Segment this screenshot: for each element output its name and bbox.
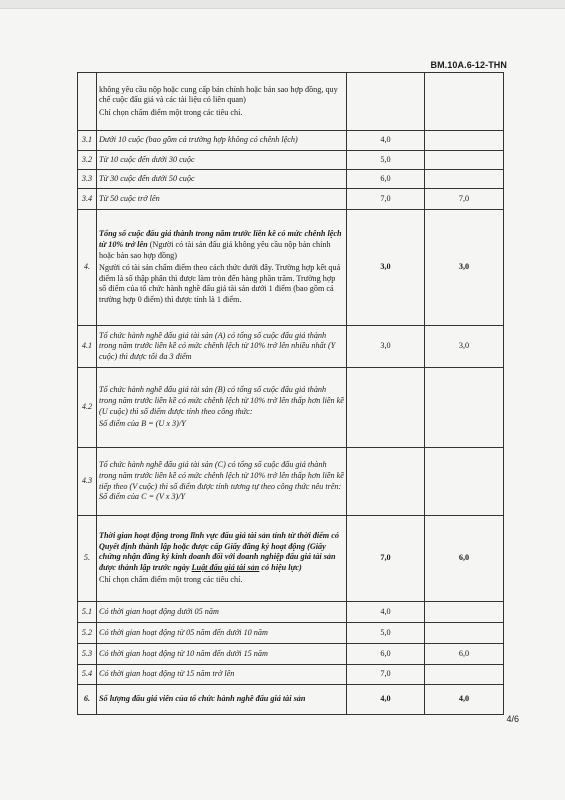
awarded-score bbox=[425, 665, 504, 685]
awarded-score bbox=[425, 623, 504, 644]
awarded-score: 6,0 bbox=[425, 516, 504, 602]
criterion-text: Từ 10 cuộc đến dưới 30 cuộc bbox=[97, 151, 347, 170]
max-score: 7,0 bbox=[347, 189, 425, 210]
awarded-score bbox=[425, 368, 504, 448]
max-score bbox=[347, 368, 425, 448]
row-number: 5.4 bbox=[78, 665, 97, 685]
max-score: 4,0 bbox=[347, 685, 425, 715]
row-number: 5.2 bbox=[78, 623, 97, 644]
criterion-text: Có thời gian hoạt động từ 10 năm đến dưới 15 năm bbox=[97, 644, 347, 665]
row-number: 4.2 bbox=[78, 368, 97, 448]
row-number: 3.3 bbox=[78, 170, 97, 189]
max-score: 5,0 bbox=[347, 151, 425, 170]
criterion-text-line: Tổ chức hành nghề đấu giá tài sản (B) có tổng số cuộc đấu giá thành trong năm trước liền kề có mức chênh lệch từ 10% trở lên thấp hơn liền kề (U cuộc) thì số điểm được tính theo công thức: bbox=[99, 385, 344, 416]
row-number: 3.2 bbox=[78, 151, 97, 170]
table-row bbox=[78, 623, 504, 644]
criterion-text bbox=[97, 368, 347, 448]
section-title-end: có hiệu lực) bbox=[259, 562, 302, 572]
max-score: 6,0 bbox=[347, 170, 425, 189]
section-instructions: Người có tài sản chấm điểm theo cách thức dưới đây. Trường hợp kết quả điểm là số thập phân thì được làm tròn đến hàng phần trăm. Trường hợp số điểm của tổ chức hành nghề đấu giá tài sản dưới 1 điểm (bao gồm cả trường hợp 0 điểm) thì được tính là 1 điểm. bbox=[99, 263, 341, 304]
row-number: 3.4 bbox=[78, 189, 97, 210]
awarded-score: 6,0 bbox=[425, 644, 504, 665]
max-score: 3,0 bbox=[347, 210, 425, 326]
max-score: 5,0 bbox=[347, 623, 425, 644]
max-score: 7,0 bbox=[347, 665, 425, 685]
page-number: 4/6 bbox=[506, 714, 519, 724]
awarded-score bbox=[425, 602, 504, 623]
awarded-score: 3,0 bbox=[425, 326, 504, 368]
table-row bbox=[78, 131, 504, 151]
awarded-score: 3,0 bbox=[425, 210, 504, 326]
criterion-text: Từ 30 cuộc đến dưới 50 cuộc bbox=[97, 170, 347, 189]
awarded-score bbox=[425, 73, 504, 131]
criterion-text: Dưới 10 cuộc (bao gồm cả trường hợp không có chênh lệch) bbox=[97, 131, 347, 151]
max-score bbox=[347, 448, 425, 516]
max-score: 4,0 bbox=[347, 131, 425, 151]
row-number: 5.3 bbox=[78, 644, 97, 665]
awarded-score: 7,0 bbox=[425, 189, 504, 210]
max-score bbox=[347, 73, 425, 131]
table-row bbox=[78, 189, 504, 210]
awarded-score bbox=[425, 151, 504, 170]
criterion-text: Có thời gian hoạt động dưới 05 năm bbox=[97, 602, 347, 623]
criterion-text bbox=[97, 210, 347, 326]
max-score: 4,0 bbox=[347, 602, 425, 623]
table-row bbox=[78, 73, 504, 131]
row-number: 4. bbox=[78, 210, 97, 326]
scan-edge bbox=[0, 0, 565, 9]
awarded-score bbox=[425, 131, 504, 151]
criterion-note: Chỉ chọn chấm điểm một trong các tiêu chí. bbox=[99, 107, 243, 117]
table-row bbox=[78, 210, 504, 326]
section-title-note: (Người có tài sản đấu giá không yêu cầu nộp bản chính hoặc bản sao hợp đồng) bbox=[99, 240, 331, 260]
table-row bbox=[78, 368, 504, 448]
criterion-note: Chỉ chọn chấm điểm một trong các tiêu chí. bbox=[99, 575, 243, 585]
row-number bbox=[78, 73, 97, 131]
criterion-text bbox=[97, 73, 347, 131]
table-row bbox=[78, 644, 504, 665]
row-number: 6. bbox=[78, 685, 97, 715]
table-row bbox=[78, 326, 504, 368]
criterion-text bbox=[97, 516, 347, 602]
row-number: 5.1 bbox=[78, 602, 97, 623]
section-title: Số lượng đấu giá viên của tổ chức hành nghề đấu giá tài sản bbox=[97, 685, 347, 715]
table-row bbox=[78, 448, 504, 516]
row-number: 4.3 bbox=[78, 448, 97, 516]
table-row bbox=[78, 685, 504, 715]
table-row bbox=[78, 665, 504, 685]
table-row bbox=[78, 151, 504, 170]
row-number: 4.1 bbox=[78, 326, 97, 368]
section-title: Tổng số cuộc đấu giá thành trong năm trước liền kề có mức chênh lệch từ 10% trở lên bbox=[99, 229, 342, 250]
awarded-score: 4,0 bbox=[425, 685, 504, 715]
criterion-text: Tổ chức hành nghề đấu giá tài sản (C) có tổng số cuộc đấu giá thành trong năm trước liền kề có mức chênh lệch từ 10% trở lên thấp hơn liền kề tiếp theo (V cuộc) thì số điểm được tính tương tự theo công thức nêu trên: Số điểm của C = (V x 3)/Y bbox=[97, 448, 347, 516]
criterion-text-line: không yêu cầu nộp hoặc cung cấp bản chính hoặc bản sao hợp đồng, quy chế cuộc đấu giá và các tài liệu có liên quan) bbox=[99, 84, 338, 105]
criterion-text: Có thời gian hoạt động từ 05 năm đến dưới 10 năm bbox=[97, 623, 347, 644]
criterion-text: Có thời gian hoạt động từ 15 năm trở lên bbox=[97, 665, 347, 685]
criterion-text: Từ 50 cuộc trở lên bbox=[97, 189, 347, 210]
max-score: 3,0 bbox=[347, 326, 425, 368]
max-score: 7,0 bbox=[347, 516, 425, 602]
table-row bbox=[78, 516, 504, 602]
awarded-score bbox=[425, 448, 504, 516]
awarded-score bbox=[425, 170, 504, 189]
criterion-text: Tổ chức hành nghề đấu giá tài sản (A) có tổng số cuộc đấu giá thành trong năm trước liền kề có mức chênh lệch từ 10% trở lên nhiều nhất (Y cuộc) thì được tối đa 3 điểm bbox=[97, 326, 347, 368]
document-code: BM.10A.6-12-THN bbox=[430, 60, 507, 70]
row-number: 5. bbox=[78, 516, 97, 602]
section-title: Thời gian hoạt động trong lĩnh vực đấu giá tài sản tính từ thời điểm có Quyết định thành lập hoặc được cấp Giấy đăng ký hoạt động (Giấy chứng nhận đăng ký kinh doanh đối với doanh nghiệp đấu giá tài sản được thành lập trước ngày bbox=[99, 531, 339, 572]
scoring-table bbox=[77, 72, 504, 715]
row-number: 3.1 bbox=[78, 131, 97, 151]
score-formula: Số điểm của B = (U x 3)/Y bbox=[99, 419, 186, 429]
table-row bbox=[78, 602, 504, 623]
table-row bbox=[78, 170, 504, 189]
max-score: 6,0 bbox=[347, 644, 425, 665]
law-reference: Luật đấu giá tài sản bbox=[191, 562, 260, 572]
